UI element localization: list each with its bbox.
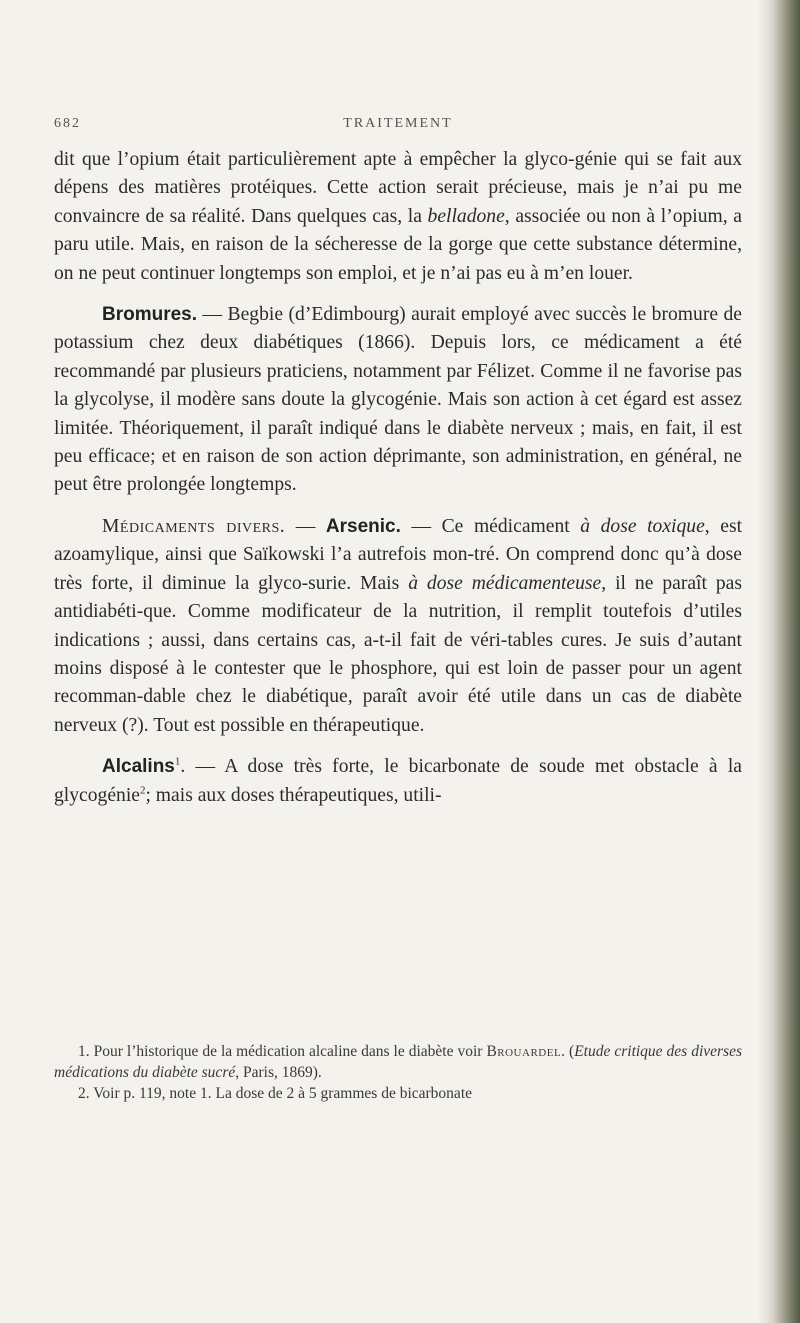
section-heading-arsenic: Arsenic. xyxy=(325,515,401,537)
running-head: TRAITEMENT xyxy=(343,116,453,131)
paragraph-arsenic: Médicaments divers. — Arsenic. — Ce médicament à dose toxique, est azoamylique, ainsi que Saïkowski l’a autrefois mon-tré. On comprend donc qu’à dose très forte, il diminue la glyco-surie. Mais à dose médicamenteuse, il ne paraît pas antidiabéti-que. Comme modificateur de la nutrition, il remplit toutefois d’utiles indications ; aussi, dans certains cas, a-t-il fait de véri-tables cures. Je suis d’autant moins disposé à le contester que le phosphore, qui est loin de passer pour un agent recomman-dable chez le diabétique, paraît avoir été utile dans un cas de diabète nerveux (?). Tout est possible en thérapeutique. xyxy=(54,515,743,736)
italic-term: à dose médicamenteuse xyxy=(408,572,602,594)
footnotes xyxy=(54,1041,742,1104)
book-spine-shadow xyxy=(758,0,800,1323)
footnote-ref-1: 1 xyxy=(174,755,181,768)
footnote-1: 1. Pour l’historique de la médication alcaline dans le diabète voir Brouardel. (Etude critique des diverses médications du diabète sucré, Paris, 1869). xyxy=(54,1043,742,1081)
section-heading-bromures: Bromures. xyxy=(102,304,198,326)
page-header xyxy=(54,116,742,136)
italic-term: à dose toxique xyxy=(580,515,705,537)
paragraph-bromures: Bromures. — Begbie (d’Edimbourg) aurait employé avec succès le bromure de potassium chez deux diabétiques (1866). Depuis lors, ce médicament a été recommandé par plusieurs praticiens, notamment par Félizet. Comme il ne favorise pas la glycolyse, il modère sans doute la glycogénie. Mais son action à cet égard est assez limitée. Théoriquement, il paraît indiqué dans le diabète nerveux ; mais, en fait, il est peu efficace; et en raison de son action déprimante, son administration, en général, ne peut être prolongée longtemps. xyxy=(54,304,742,496)
paragraph-alcalins: Alcalins$^1$. — A dose très forte, le bicarbonate de soude met obstacle à la glycogénie$^2$; mais aux doses thérapeutiques, utili- xyxy=(54,755,742,806)
paragraph-opium: dit que l’opium était particulièrement apte à empêcher la glyco-génie qui se fait aux dépens des matières protéiques. Cette action serait précieuse, mais je n’ai pu me convaincre de sa réalité. Dans quelques cas, la belladone, associée ou non à l’opium, a paru utile. Mais, en raison de la sécheresse de la gorge que cette substance détermine, on ne peut continuer longtemps son emploi, et je n’ai pas eu à m’en louer. xyxy=(54,149,743,284)
footnote-2: 2. Voir p. 119, note 1. La dose de 2 à 5 grammes de bicarbonate xyxy=(78,1085,473,1102)
work-title: Etude critique des diverses médications du diabète sucré xyxy=(54,1043,742,1081)
author-name: Brouardel xyxy=(486,1043,562,1060)
main-text xyxy=(54,146,742,810)
italic-term: belladone xyxy=(427,205,505,227)
section-heading-medicaments-divers: Médicaments divers. xyxy=(102,515,286,537)
page-number: 682 xyxy=(54,116,81,131)
footnote-ref-2: 2 xyxy=(139,784,146,796)
section-heading-alcalins: Alcalins xyxy=(102,756,175,778)
